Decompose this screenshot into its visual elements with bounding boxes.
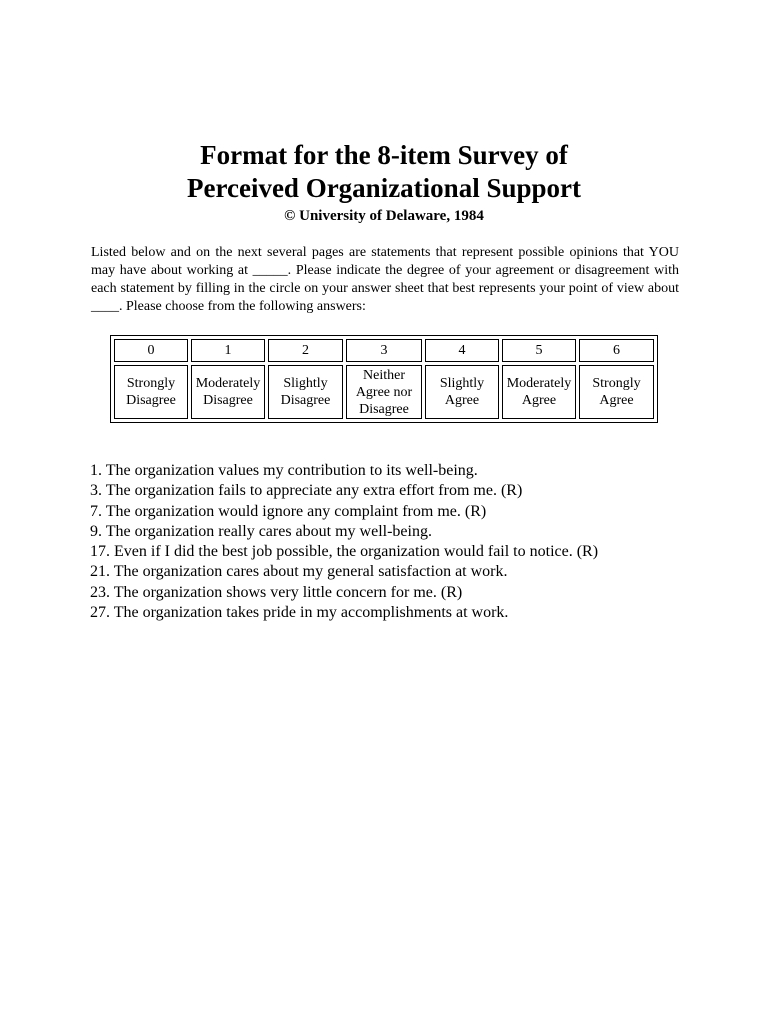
scale-label-5 bbox=[502, 365, 576, 419]
scale-label-6 bbox=[579, 365, 654, 419]
survey-item: 27. The organization takes pride in my accomplishments at work. bbox=[90, 604, 509, 622]
scale-label-line: Strongly bbox=[126, 376, 176, 391]
survey-item: 7. The organization would ignore any complaint from me. (R) bbox=[90, 502, 487, 520]
scale-label-row bbox=[114, 365, 654, 419]
survey-item-list bbox=[90, 461, 598, 623]
scale-label-line: Agree bbox=[444, 393, 480, 408]
scale-number-0: 0 bbox=[114, 339, 188, 362]
scale-label-line: Agree bbox=[599, 393, 634, 408]
scale-number-5: 5 bbox=[502, 339, 576, 362]
scale-label-line: Moderately bbox=[506, 376, 572, 391]
scale-label-line: Disagree bbox=[280, 393, 331, 408]
scale-label-line: Disagree bbox=[126, 393, 176, 408]
survey-item: 9. The organization really cares about my well-being. bbox=[90, 522, 432, 540]
intro-paragraph: Listed below and on the next several pages are statements that represent possible opinions that YOU may have about working at _____. Please indicate the degree of your agreement or disagreement with each statement by filling in the circle on your answer sheet that best represents your point of view about ____. Please choose from the following answers: bbox=[91, 245, 679, 314]
scale-label-line: Disagree bbox=[203, 393, 253, 408]
scale-label-3 bbox=[346, 365, 422, 419]
survey-item: 1. The organization values my contribution to its well-being. bbox=[90, 462, 478, 479]
survey-item: 17. Even if I did the best job possible, the organization would fail to notice. (R) bbox=[90, 543, 599, 561]
scale-label-2 bbox=[268, 365, 343, 419]
scale-number-6: 6 bbox=[579, 339, 654, 362]
scale-label-line: Moderately bbox=[195, 376, 261, 391]
scale-number-4: 4 bbox=[425, 339, 499, 362]
scale-label-line: Strongly bbox=[592, 376, 641, 391]
scale-number-row bbox=[114, 339, 654, 362]
scale-label-0 bbox=[114, 365, 188, 419]
scale-label-line: Slightly bbox=[439, 376, 485, 391]
scale-label-4 bbox=[425, 365, 499, 419]
survey-item: 23. The organization shows very little concern for me. (R) bbox=[90, 583, 463, 601]
scale-number-1: 1 bbox=[191, 339, 265, 362]
scale-label-line: Agree bbox=[521, 393, 557, 408]
survey-item: 21. The organization cares about my general satisfaction at work. bbox=[90, 563, 508, 581]
survey-item: 3. The organization fails to appreciate any extra effort from me. (R) bbox=[90, 482, 523, 500]
copyright-notice: © University of Delaware, 1984 bbox=[284, 208, 484, 224]
title-line-2: Perceived Organizational Support bbox=[187, 173, 581, 203]
scale-number-3: 3 bbox=[346, 339, 422, 362]
response-scale-table bbox=[110, 335, 658, 423]
title-line-1: Format for the 8-item Survey of bbox=[200, 140, 568, 170]
scale-label-1 bbox=[191, 365, 265, 419]
scale-label-line: Slightly bbox=[283, 376, 328, 391]
scale-label-line: Disagree bbox=[359, 401, 409, 417]
scale-number-2: 2 bbox=[268, 339, 343, 362]
scale-label-line: Agree nor bbox=[355, 384, 413, 400]
scale-label-line: Neither bbox=[363, 367, 405, 383]
